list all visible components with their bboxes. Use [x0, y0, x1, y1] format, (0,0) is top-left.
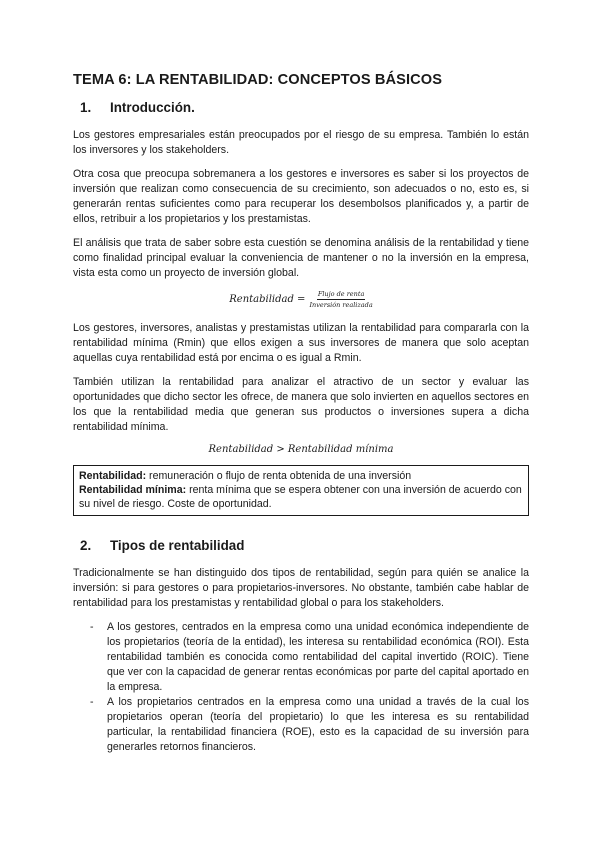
list-item-text: A los propietarios centrados en la empresa como una unidad a través de la cual los propietarios operan (teoría del propietario) lo que les interesa es su rentabilidad particular, la rentabilidad financiera (ROE), esto es la capacidad de su inversión para generarles retornos financieros.	[107, 696, 529, 753]
comparison-formula-text: Rentabilidad > Rentabilidad mínima	[208, 444, 394, 455]
definition-text: renta mínima que se espera obtener con una inversión de acuerdo con su nivel de riesgo. Coste de oportunidad.	[79, 484, 522, 510]
section-2-heading	[73, 538, 529, 553]
definition-term: Rentabilidad:	[79, 470, 147, 482]
paragraph: Tradicionalmente se han distinguido dos tipos de rentabilidad, según para quién se analice la inversión: si para gestores o para propietarios-inversores. No obstante, también cabe hablar de rentabilidad para los prestamistas y rentabilidad global o para los stakeholders.	[73, 567, 529, 609]
comparison-formula	[73, 444, 529, 455]
formula-fraction	[309, 290, 372, 309]
section-1-title: Introducción.	[110, 100, 195, 115]
formula-numerator: Flujo de renta	[317, 290, 365, 298]
definition-text: remuneración o flujo de renta obtenida de una inversión	[146, 470, 412, 482]
list-item	[90, 695, 529, 755]
section-2-number: 2.	[80, 538, 92, 553]
formula-denominator: Inversión realizada	[309, 301, 373, 309]
paragraph: El análisis que trata de saber sobre esta cuestión se denomina análisis de la rentabilidad y tiene como finalidad principal evaluar la conveniencia de mantener o no la inversión en la empresa, vista esta como un proyecto de inversión global.	[73, 237, 529, 279]
paragraph: También utilizan la rentabilidad para analizar el atractivo de un sector y evaluar las oportunidades que dicho sector les ofrece, de manera que solo invierten en aquellos sectores en los que la rentabilidad media que generan sus productos o inversiones supera a dicha rentabilidad mínima.	[73, 376, 529, 433]
list-item	[90, 620, 529, 695]
definition-rentabilidad-minima	[79, 483, 523, 511]
dash-bullet: -	[90, 621, 94, 633]
dash-bullet: -	[90, 696, 94, 708]
rentabilidad-formula	[73, 290, 529, 309]
definition-term: Rentabilidad mínima:	[79, 484, 187, 496]
formula-lhs: Rentabilidad =	[229, 294, 306, 305]
bullet-list	[73, 620, 529, 755]
paragraph: Los gestores, inversores, analistas y prestamistas utilizan la rentabilidad para compararla con la rentabilidad mínima (Rmin) que ellos exigen a sus inversores de manera que solo aceptan aquellas cuya rentabilidad está por encima o es igual a Rmin.	[73, 322, 529, 364]
document-title: TEMA 6: LA RENTABILIDAD: CONCEPTOS BÁSICOS	[73, 72, 443, 88]
section-1-number: 1.	[80, 100, 92, 115]
definition-rentabilidad	[79, 469, 523, 483]
section-1-heading	[73, 100, 529, 115]
paragraph: Los gestores empresariales están preocupados por el riesgo de su empresa. También lo están los inversores y los stakeholders.	[73, 129, 529, 156]
list-item-text: A los gestores, centrados en la empresa como una unidad económica independiente de los propietarios (teoría de la entidad), les interesa su rentabilidad económica (ROI). Esta rentabilidad también es conocida como rentabilidad del capital invertido (ROIC). Tiene que ver con la capacidad de generar rentas económicas por parte del capital aportado en la empresa.	[107, 621, 529, 693]
definitions-box	[73, 465, 529, 516]
paragraph: Otra cosa que preocupa sobremanera a los gestores e inversores es saber si los proyectos de inversión que realizan como consecuencia de su crecimiento, son adecuados o no, esto es, si generarán rentas suficientes como para recuperar los desembolsos planificados y, a partir de ellos, retribuir a los propietarios y los prestamistas.	[73, 168, 529, 225]
section-2-title: Tipos de rentabilidad	[110, 538, 245, 553]
